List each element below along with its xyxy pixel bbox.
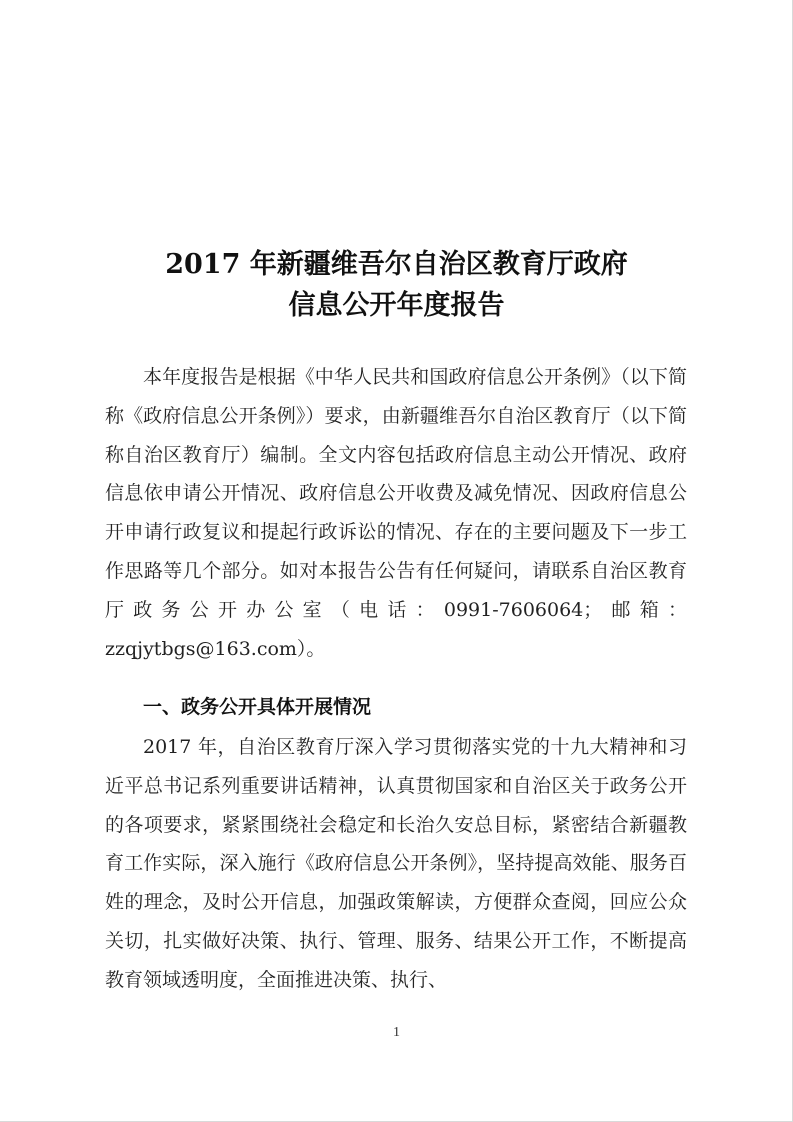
intro-paragraph: 本年度报告是根据《中华人民共和国政府信息公开条例》（以下简称《政府信息公开条例》）要求，由新疆维吾尔自治区教育厅（以下简称自治区教育厅）编制。全文内容包括政府信息主动公开情况、政府信息依申请公开情况、政府信息公开收费及减免情况、因政府信息公开申请行政复议和提起行政诉讼的情况、存在的主要问题及下一步工作思路等几个部分。如对本报告公告有任何疑问，请联系自治区教育厅政务公开办公室（电话：0991-7606064；邮箱：zzqjytbgs@163.com）。: [105, 366, 687, 660]
document-title-line-2: 信息公开年度报告: [288, 290, 505, 321]
section-paragraph: 2017 年，自治区教育厅深入学习贯彻落实党的十九大精神和习近平总书记系列重要讲话精神，认真贯彻国家和自治区关于政务公开的各项要求，紧紧围绕社会稳定和长治久安总目标，紧密结合新疆教育工作实际，深入施行《政府信息公开条例》，坚持提高效能、服务百姓的理念，及时公开信息，加强政策解读，方便群众查阅，回应公众关切，扎实做好决策、执行、管理、服务、结果公开工作，不断提高教育领域透明度，全面推进决策、执行、: [105, 736, 687, 991]
section-heading: 一、政务公开具体开展情况: [143, 696, 372, 718]
document-title-line-1: 2017 年新疆维吾尔自治区教育厅政府: [165, 249, 628, 280]
page-number: 1: [393, 1025, 400, 1040]
